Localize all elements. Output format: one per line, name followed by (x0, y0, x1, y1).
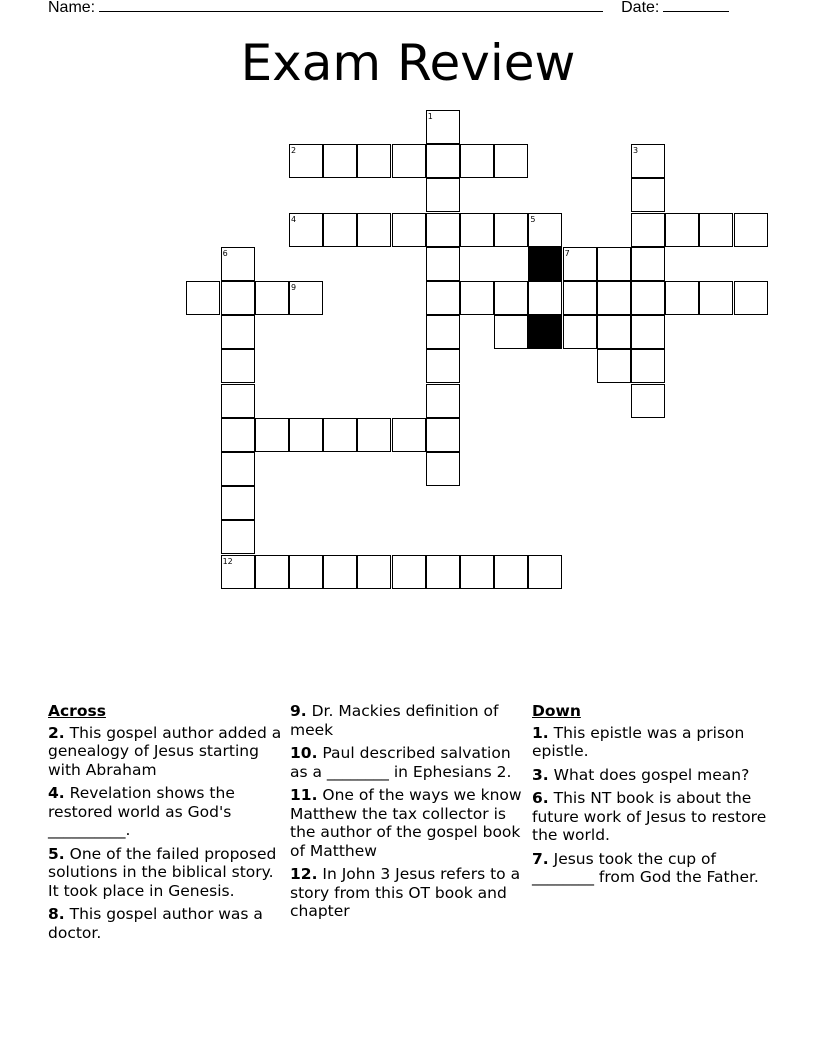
crossword-cell[interactable] (426, 178, 460, 212)
crossword-cell[interactable] (631, 349, 665, 383)
crossword-cell[interactable] (289, 281, 323, 315)
clue-down-1 (532, 724, 772, 761)
clue-across-5 (48, 845, 284, 901)
clue-text: What does gospel mean? (553, 765, 750, 784)
date-label: Date: (621, 0, 660, 16)
crossword-cell[interactable] (426, 452, 460, 486)
clue-across-11 (290, 786, 526, 860)
clue-across-9 (290, 702, 526, 739)
clue-number: 1. (532, 723, 549, 742)
crossword-cell[interactable] (597, 281, 631, 315)
clue-down-3 (532, 766, 772, 785)
crossword-cell[interactable] (460, 144, 494, 178)
crossword-cell[interactable] (631, 384, 665, 418)
clue-down-6 (532, 789, 772, 845)
crossword-cell[interactable] (426, 384, 460, 418)
clue-number: 7. (532, 849, 549, 868)
crossword-cell[interactable] (255, 281, 289, 315)
crossword-cell[interactable] (528, 281, 562, 315)
clue-number: 10. (290, 744, 318, 762)
clue-across-2 (48, 724, 284, 780)
crossword-cell[interactable] (734, 281, 768, 315)
crossword-cell[interactable] (631, 144, 665, 178)
header (48, 0, 729, 17)
crossword-cell[interactable] (631, 315, 665, 349)
crossword-cell[interactable] (494, 555, 528, 589)
clue-number-label: 9 (291, 283, 297, 292)
crossword-cell[interactable] (631, 247, 665, 281)
clue-number-label: 5 (530, 214, 536, 224)
crossword-cell[interactable] (426, 418, 460, 452)
crossword-cell[interactable] (221, 452, 255, 486)
black-square (528, 247, 562, 281)
crossword-cell[interactable] (289, 213, 323, 247)
across-clues-column-1 (48, 702, 284, 947)
crossword-cell[interactable] (597, 315, 631, 349)
crossword-cell[interactable] (426, 315, 460, 349)
name-field[interactable] (99, 0, 603, 12)
crossword-cell[interactable] (426, 555, 460, 589)
crossword-cell[interactable] (426, 110, 460, 144)
crossword-cell[interactable] (665, 281, 699, 315)
crossword-cell[interactable] (221, 349, 255, 383)
crossword-cell[interactable] (563, 281, 597, 315)
page-title: Exam Review (240, 34, 576, 92)
clue-number-label: 3 (633, 146, 639, 156)
clue-number: 6. (532, 789, 549, 807)
clue-text: One of the ways we know Matthew the tax collector is the author of the gospel book of Matthew (290, 786, 522, 860)
crossword-cell[interactable] (392, 213, 426, 247)
clue-across-4 (48, 784, 284, 840)
clue-across-10 (290, 744, 526, 781)
crossword-cell[interactable] (699, 213, 733, 247)
across-clues-column-2 (290, 702, 526, 926)
crossword-cell[interactable] (665, 213, 699, 247)
clue-down-7 (532, 850, 772, 887)
crossword-cell[interactable] (255, 418, 289, 452)
crossword-cell[interactable] (631, 281, 665, 315)
crossword-cell[interactable] (221, 520, 255, 554)
date-field[interactable] (663, 0, 729, 12)
crossword-cell[interactable] (528, 555, 562, 589)
crossword-cell[interactable] (460, 213, 494, 247)
crossword-cell[interactable] (357, 144, 391, 178)
clue-number: 4. (48, 784, 65, 802)
crossword-cell[interactable] (597, 247, 631, 281)
clue-number: 2. (48, 723, 65, 742)
crossword-cell[interactable] (392, 418, 426, 452)
crossword-cell[interactable] (426, 247, 460, 281)
crossword-cell[interactable] (563, 315, 597, 349)
crossword-cell[interactable] (357, 213, 391, 247)
crossword-cell[interactable] (221, 486, 255, 520)
crossword-cell[interactable] (631, 178, 665, 212)
crossword-cell[interactable] (323, 144, 357, 178)
clue-text: This gospel author added a genealogy of Jesus starting with Abraham (48, 723, 282, 779)
crossword-cell[interactable] (392, 555, 426, 589)
clue-text: Paul described salvation as a ________ in Ephesians 2. (290, 744, 512, 781)
down-clues-column (532, 702, 772, 892)
crossword-cell[interactable] (289, 555, 323, 589)
across-heading: Across (48, 702, 106, 720)
clue-text: This NT book is about the future work of Jesus to restore the world. (532, 789, 767, 844)
crossword-cell[interactable] (460, 281, 494, 315)
crossword-cell[interactable] (460, 555, 494, 589)
crossword-cell[interactable] (494, 281, 528, 315)
clue-number-label: 7 (564, 248, 570, 258)
clue-text: This epistle was a prison epistle. (532, 723, 745, 760)
crossword-cell[interactable] (494, 144, 528, 178)
crossword-cell[interactable] (426, 144, 460, 178)
name-label: Name: (48, 0, 96, 16)
crossword-cell[interactable] (221, 247, 255, 281)
crossword-cell[interactable] (426, 281, 460, 315)
crossword-cell[interactable] (221, 384, 255, 418)
crossword-cell[interactable] (597, 349, 631, 383)
clue-across-12 (290, 865, 526, 921)
clue-text: This gospel author was a doctor. (48, 905, 263, 942)
clue-text: Dr. Mackies definition of meek (290, 702, 499, 739)
clue-number-label: 6 (222, 248, 228, 258)
crossword-cell[interactable] (221, 281, 255, 315)
crossword-cell[interactable] (289, 144, 323, 178)
crossword-cell[interactable] (528, 213, 562, 247)
crossword-cell[interactable] (426, 349, 460, 383)
clue-number: 12. (290, 865, 318, 883)
crossword-cell[interactable] (392, 144, 426, 178)
crossword-cell[interactable] (494, 213, 528, 247)
clue-number: 11. (290, 786, 318, 804)
clue-text: One of the failed proposed solutions in the biblical story. It took place in Genesis. (48, 844, 277, 900)
clue-text: Jesus took the cup of ________ from God the Father. (532, 849, 759, 886)
crossword-cell[interactable] (221, 555, 255, 589)
crossword-cell[interactable] (357, 418, 391, 452)
clue-number: 8. (48, 905, 65, 923)
clue-number-label: 2 (291, 146, 297, 156)
clue-number-label: 4 (291, 214, 297, 224)
crossword-cell[interactable] (563, 247, 597, 281)
clue-number-label: 1 (427, 112, 433, 121)
crossword-cell[interactable] (289, 418, 323, 452)
clue-text: In John 3 Jesus refers to a story from this OT book and chapter (290, 865, 521, 920)
crossword-cell[interactable] (221, 418, 255, 452)
crossword-cell[interactable] (699, 281, 733, 315)
clue-number: 3. (532, 765, 549, 784)
crossword-cell[interactable] (357, 555, 391, 589)
crossword-cell[interactable] (631, 213, 665, 247)
crossword-cell[interactable] (323, 555, 357, 589)
clue-number: 5. (48, 844, 65, 863)
clue-number-label: 12 (222, 556, 233, 566)
black-square (528, 315, 562, 349)
clue-text: Revelation shows the restored world as God's __________. (48, 784, 235, 839)
crossword-cell[interactable] (221, 315, 255, 349)
crossword-cell[interactable] (734, 213, 768, 247)
crossword-cell[interactable] (426, 213, 460, 247)
crossword-cell[interactable] (494, 315, 528, 349)
down-heading: Down (532, 702, 581, 720)
crossword-cell[interactable] (323, 213, 357, 247)
clue-number: 9. (290, 702, 307, 720)
clue-across-8 (48, 905, 284, 942)
crossword-cell[interactable] (323, 418, 357, 452)
crossword-cell[interactable] (255, 555, 289, 589)
crossword-cell[interactable] (186, 281, 220, 315)
